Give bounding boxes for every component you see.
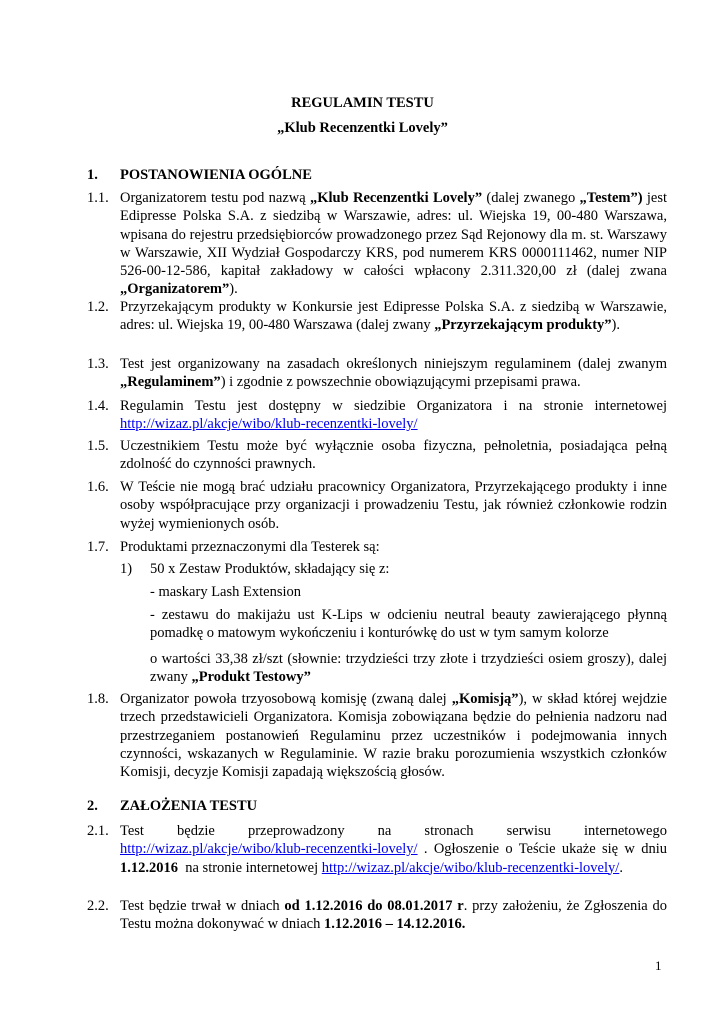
clause-number: 1.6. [87, 479, 109, 495]
clause-text: W Teście nie mogą brać udziału pracownicy Organizatora, Przyrzekającego produkty i inne osoby współpracujące przy organizacji i prowadzeniu Testu, jak również członkowie rodzin wyżej wymienionych osób. [120, 479, 667, 532]
bold-term: od 1.12.2016 do 08.01.2017 r [284, 898, 464, 914]
clause-number: 1.2. [87, 299, 109, 315]
bold-term: 1.12.2016 – 14.12.2016. [323, 916, 466, 933]
product-line-mascara: - maskary Lash Extension [150, 584, 302, 600]
bold-term: „Produkt Testowy” [191, 669, 311, 686]
clause-text [120, 298, 667, 335]
announcement-link[interactable]: http://wizaz.pl/akcje/wibo/klub-recenzentki-lovely/ [321, 859, 620, 876]
bold-term: „Klub Recenzentki Lovely” [310, 190, 483, 206]
section-number: 2. [87, 798, 98, 814]
text-run: Organizator powoła trzyosobową komisję (zwaną dalej [120, 691, 452, 707]
clause-text: Produktami przeznaczonymi dla Testerek są: [120, 539, 380, 555]
clause-1-6 [87, 478, 667, 533]
section-number: 1. [87, 167, 98, 183]
text-run: przeprowadzony [247, 823, 345, 839]
continuation-text [120, 840, 667, 877]
clause-text [120, 355, 667, 392]
clause-number: 1.3. [87, 356, 109, 372]
text-run: . [619, 859, 623, 876]
bold-term: „Organizatorem” [120, 281, 230, 298]
text-run: . Ogłoszenie o Teście ukaże się w dniu [417, 841, 667, 858]
text-run: Test będzie trwał w dniach [120, 898, 285, 914]
text-run: o wartości 33,38 zł/szt (słownie: trzydzieści trzy złote i trzydzieści osiem groszy), dalej zwany [150, 651, 667, 686]
bold-term: „Przyrzekającym produkty” [434, 317, 612, 334]
clause-1-7 [87, 538, 667, 556]
document-title: REGULAMIN TESTU [291, 95, 434, 111]
regulation-link[interactable]: http://wizaz.pl/akcje/wibo/klub-recenzentki-lovely/ [120, 416, 418, 433]
test-page-link[interactable]: http://wizaz.pl/akcje/wibo/klub-recenzentki-lovely/ [120, 841, 418, 858]
product-value-line [150, 650, 667, 687]
section-label: ZAŁOŻENIA TESTU [120, 798, 258, 814]
text-run: na [377, 823, 392, 839]
text-run: na stronie internetowej [178, 859, 322, 876]
clause-number: 1.8. [87, 691, 109, 707]
text-run: stronach [424, 823, 474, 839]
clause-text [120, 822, 667, 877]
clause-text: Uczestnikiem Testu może być wyłącznie osoba fizyczna, pełnoletnia, posiadająca pełną zdolność do czynności prawnych. [120, 438, 667, 473]
text-run: ), w skład której wejdzie trzech przedstawicieli Organizatora. Komisja zobowiązana będzie do pełnienia nadzoru nad przestrzeganiem postanowień Regulaminu przez uczestników i podejmowania innych czynności, wskazanych w Regulaminie. W razie braku porozumienia wszystkich członków Komisji, decyzje Komisji zapadają większością głosów. [120, 691, 667, 781]
text-run: . przy założeniu, że Zgłoszenia do Testu można dokonywać w dniach [120, 898, 667, 933]
clause-1-1 [87, 189, 667, 299]
clause-text [120, 897, 667, 934]
page-number: 1 [655, 958, 662, 973]
bold-term: „Komisją” [451, 691, 519, 707]
clause-1-4 [87, 397, 667, 434]
clause-2-2 [87, 897, 667, 934]
text-run: Organizatorem testu pod nazwą [120, 190, 310, 206]
sublist-text: 50 x Zestaw Produktów, składający się z: [150, 561, 390, 577]
text-run: będzie [177, 823, 215, 839]
text-run: (dalej zwanego [482, 190, 580, 206]
text-run: Przyrzekającym produkty w Konkursie jest Edipresse Polska S.A. z siedzibą w Warszawie, adres: ul. Wiejska 19, 00-480 Warszawa (dalej zwany [120, 299, 667, 334]
product-line-lip-kit: - zestawu do makijażu ust K-Lips w odcieniu neutral beauty zawierającego płynną pomadkę o matowym wykończeniu i konturówkę do ust w tym samym kolorze [150, 607, 667, 642]
text-run: Regulamin Testu jest dostępny w siedzibie Organizatora i na stronie internetowej [120, 398, 667, 414]
text-run: ) i zgodnie z powszechnie obowiązującymi przepisami prawa. [220, 374, 581, 391]
clause-2-1 [87, 822, 667, 877]
clause-text [120, 397, 667, 434]
text-run: ). [229, 281, 238, 298]
text-run: Test [120, 823, 144, 839]
text-run: serwisu [506, 823, 551, 839]
bold-term: „Testem”) [579, 190, 643, 206]
clause-1-8 [87, 690, 667, 781]
clause-1-3 [87, 355, 667, 392]
clause-number: 1.4. [87, 398, 109, 414]
clause-number: 1.7. [87, 539, 109, 555]
clause-1-7-sublist-item [120, 560, 667, 578]
clause-1-2 [87, 298, 667, 335]
text-run: jest Edipresse Polska S.A. z siedzibą w Warszawie, adres: ul. Wiejska 19, 00-480 Warszawa, wpisana do rejestru przedsiębiorców prowadzonego przez Sąd Rejonowy dla m. st. Warszawy w Warszawie, XII Wydział Gospodarczy KRS, pod numerem KRS 0000111462, numer NIP 526-00-12-586, kapitał zakładowy w całości wpłacony 2.311.320,00 zł (dalej zwana [120, 190, 667, 280]
clause-number: 2.1. [87, 823, 109, 839]
clause-number: 1.1. [87, 190, 109, 206]
clause-number: 2.2. [87, 898, 109, 914]
sublist-number: 1) [120, 561, 133, 577]
text-run: ). [611, 317, 620, 334]
text-run: internetowego [584, 823, 667, 839]
clause-number: 1.5. [87, 438, 109, 454]
bold-term: „Regulaminem” [120, 374, 221, 391]
clause-text [120, 189, 667, 299]
bold-date: 1.12.2016 [120, 859, 178, 876]
clause-1-5 [87, 437, 667, 474]
section-label: POSTANOWIENIA OGÓLNE [120, 167, 312, 183]
clause-text [120, 690, 667, 781]
document-subtitle: „Klub Recenzentki Lovely” [277, 120, 448, 136]
first-line-spread [120, 822, 667, 840]
text-run: Test jest organizowany na zasadach określonych niniejszym regulaminem (dalej zwanym [120, 356, 667, 372]
